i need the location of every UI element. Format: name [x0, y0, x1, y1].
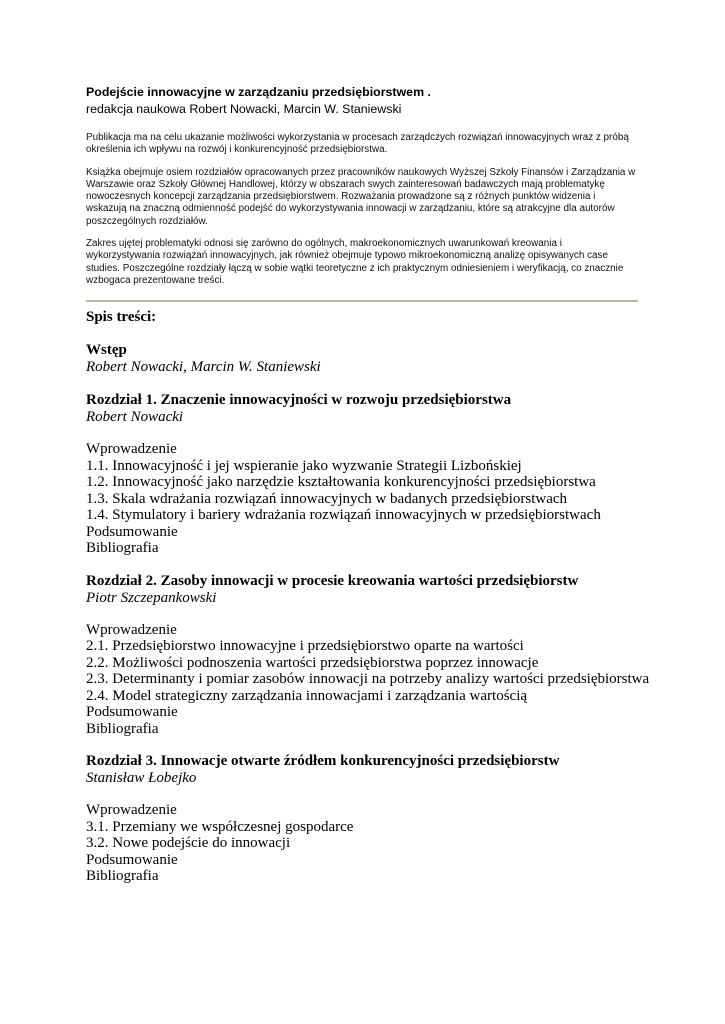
chapter-author: Stanisław Łobejko — [86, 770, 197, 787]
chapter-contents-list — [86, 802, 638, 885]
toc-section — [86, 342, 638, 376]
chapter-contents-item: 2.3. Determinanty i pomiar zasobów innowacji na potrzeby analizy wartości przedsiębiorstwa — [86, 671, 650, 688]
description-paragraph: Książka obejmuje osiem rozdziałów opracowanych przez pracowników naukowych Wyższej Szkoły Finansów i Zarządzania w Warszawie oraz Szkoły Głównej Handlowej, którzy w obszarach swych zainteresowań badawczych mają problematykę nowoczesnych koncepcji zarządzania przedsiębiorstwem. Rozważania prowadzone są z różnych punktów widzenia i wskazują na znaczną odmienność podejść do wykorzystywania innowacji w zarządzaniu, które są atrakcyjne dla autorów poszczególnych rozdziałów. — [86, 166, 636, 227]
section-divider — [86, 300, 638, 302]
description-paragraph: Zakres ujętej problematyki odnosi się zarówno do ogólnych, makroekonomicznych uwarunkowań kreowania i wykorzystywania rozwiązań innowacyjnych, jak również obejmuje typowo mikroekonomiczną analizę opisywanych case studies. Poszczególne rozdziały łączą w sobie wątki teoretyczne z ich praktycznym odniesieniem i weryfikacją, co znacznie wzbogaca prezentowane treści. — [86, 238, 624, 286]
toc-section — [86, 392, 638, 557]
chapter-heading: Rozdział 2. Zasoby innowacji w procesie kreowania wartości przedsiębiorstw — [86, 572, 579, 589]
chapter-contents-item: 2.1. Przedsiębiorstwo innowacyjne i przedsiębiorstwo oparte na wartości — [86, 638, 524, 655]
chapter-contents-item: 3.1. Przemiany we współczesnej gospodarce — [86, 818, 354, 835]
book-title: Podejście innowacyjne w zarządzaniu przedsiębiorstwem . — [86, 85, 431, 99]
document-page — [86, 84, 650, 901]
toc-title: Spis treści: — [86, 309, 157, 326]
chapter-contents-item: Podsumowanie — [86, 523, 178, 540]
toc-section — [86, 572, 650, 738]
chapter-contents-item: Podsumowanie — [86, 851, 178, 868]
chapter-contents-item: 3.2. Nowe podejście do innowacji — [86, 835, 291, 852]
chapter-contents-item: 1.1. Innowacyjność i jej wspieranie jako wyzwanie Strategii Lizbońskiej — [86, 457, 522, 474]
chapter-contents-item: 1.2. Innowacyjność jako narzędzie kształtowania konkurencyjności przedsiębiorstwa — [86, 474, 596, 491]
chapter-contents-item: 2.4. Model strategiczny zarządzania innowacjami i zarządzania wartością — [86, 687, 528, 704]
chapter-heading: Rozdział 3. Innowacje otwarte źródłem konkurencyjności przedsiębiorstw — [86, 753, 560, 770]
table-of-contents — [86, 342, 650, 885]
chapter-contents-item: Wprowadzenie — [86, 441, 177, 458]
chapter-author: Piotr Szczepankowski — [86, 589, 217, 606]
book-description — [86, 132, 638, 287]
chapter-heading: Wstęp — [86, 342, 127, 359]
chapter-contents-item: Wprowadzenie — [86, 621, 177, 638]
chapter-contents-item: 1.4. Stymulatory i bariery wdrażania rozwiązań innowacyjnych w przedsiębiorstwach — [86, 507, 601, 524]
chapter-contents-list — [86, 621, 650, 738]
chapter-author: Robert Nowacki, Marcin W. Staniewski — [86, 359, 321, 376]
chapter-contents-item: 2.2. Możliwości podnoszenia wartości przedsiębiorstwa poprzez innowacje — [86, 654, 539, 671]
description-paragraph: Publikacja ma na celu ukazanie możliwości wykorzystania w procesach zarządczych rozwiązań innowacyjnych wraz z próbą określenia ich wpływu na rozwój i konkurencyjność przedsiębiorstwa. — [86, 132, 629, 156]
chapter-contents-list — [86, 441, 638, 557]
toc-section — [86, 753, 638, 885]
chapter-contents-item: Bibliografia — [86, 720, 159, 737]
chapter-contents-item: Bibliografia — [86, 868, 159, 885]
chapter-contents-item: Wprowadzenie — [86, 802, 177, 819]
chapter-contents-item: Podsumowanie — [86, 704, 178, 721]
book-editors: redakcja naukowa Robert Nowacki, Marcin W. Staniewski — [86, 102, 402, 116]
chapter-contents-item: 1.3. Skala wdrażania rozwiązań innowacyjnych w badanych przedsiębiorstwach — [86, 490, 568, 507]
chapter-author: Robert Nowacki — [86, 409, 184, 426]
chapter-contents-item: Bibliografia — [86, 540, 159, 557]
chapter-heading: Rozdział 1. Znaczenie innowacyjności w rozwoju przedsiębiorstwa — [86, 392, 512, 409]
